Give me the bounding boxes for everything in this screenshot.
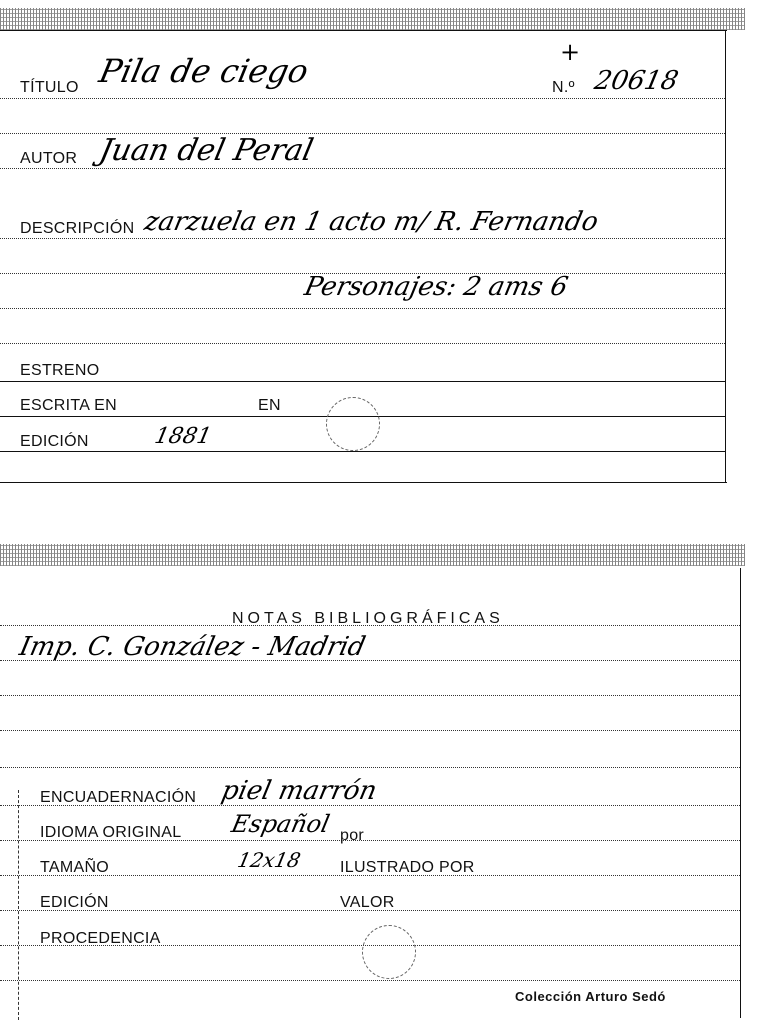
procedencia-label: PROCEDENCIA	[40, 930, 161, 947]
ruled-line	[0, 980, 740, 981]
stamp-circle	[362, 925, 416, 979]
stamp-circle	[326, 397, 380, 451]
coleccion-footer: Colección Arturo Sedó	[515, 989, 666, 1004]
ruled-line	[0, 168, 725, 169]
card-border-right	[740, 568, 741, 1018]
en-label: EN	[258, 397, 281, 414]
descripcion-value: zarzuela en 1 acto m/ R. Fernando	[141, 207, 601, 237]
scan-noise-bottom	[0, 544, 745, 566]
tamano-value: 12x18	[235, 848, 303, 872]
ruled-line	[0, 767, 740, 768]
autor-value: Juan del Peral	[96, 133, 317, 168]
tamano-label: TAMAÑO	[40, 859, 110, 876]
edicion-label-bottom: EDICIÓN	[40, 894, 109, 911]
edicion-value: 1881	[152, 424, 214, 449]
titulo-label: TÍTULO	[20, 79, 79, 96]
ruled-line	[0, 238, 725, 239]
card-border-right	[725, 30, 726, 482]
numero-mark: +	[560, 38, 581, 66]
notas-title: NOTAS BIBLIOGRÁFICAS	[232, 610, 504, 627]
ruled-line	[0, 98, 725, 99]
numero-label: N.º	[552, 79, 575, 96]
ruled-line	[0, 451, 725, 452]
descripcion-label: DESCRIPCIÓN	[20, 220, 135, 237]
personajes-value: Personajes: 2 ams 6	[301, 272, 571, 302]
card-border-left	[18, 790, 19, 1020]
catalog-card-bottom	[0, 540, 759, 1028]
ilustrado-label: ILUSTRADO POR	[340, 859, 475, 876]
valor-label: VALOR	[340, 894, 395, 911]
estreno-label: ESTRENO	[20, 362, 100, 379]
idioma-label: IDIOMA ORIGINAL	[40, 824, 182, 841]
notas-value: Imp. C. González - Madrid	[16, 632, 369, 662]
scan-noise-top	[0, 8, 745, 30]
idioma-value: Español	[229, 810, 333, 838]
por-label: por	[340, 827, 365, 844]
catalog-card-top	[0, 0, 759, 492]
edicion-label: EDICIÓN	[20, 433, 89, 450]
card-top-edge	[0, 30, 727, 31]
ruled-line	[0, 343, 725, 344]
escrita-label: ESCRITA EN	[20, 397, 117, 414]
autor-label: AUTOR	[20, 150, 78, 167]
ruled-line	[0, 730, 740, 731]
titulo-value: Pila de ciego	[95, 52, 312, 90]
encuadernacion-label: ENCUADERNACIÓN	[40, 789, 197, 806]
card-bottom-edge	[0, 482, 727, 483]
ruled-line	[0, 695, 740, 696]
ruled-line	[0, 381, 725, 382]
numero-value: 20618	[591, 66, 681, 96]
ruled-line	[0, 308, 725, 309]
encuadernacion-value: piel marrón	[218, 776, 380, 806]
